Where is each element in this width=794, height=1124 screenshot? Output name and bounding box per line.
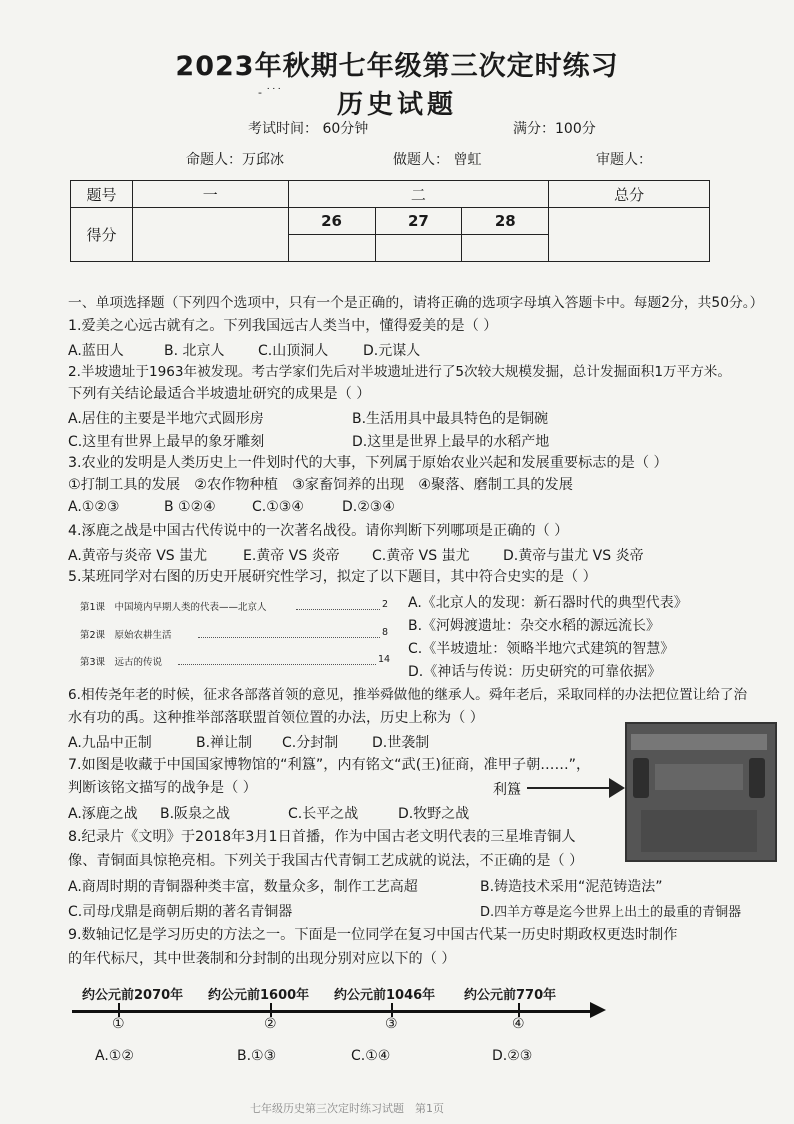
- q9-stem-line1: 9.数轴记忆是学习历史的方法之一。下面是一位同学在复习中国古代某一历史时期政权更迭时制作: [68, 927, 678, 943]
- timeline-tick-1: [118, 1003, 120, 1017]
- q4-option-d[interactable]: D.黄帝与蚩尤 VS 炎帝: [503, 548, 644, 564]
- score-cell-part1[interactable]: [132, 208, 288, 262]
- q8-option-c[interactable]: C.司母戊鼎是商朝后期的著名青铜器: [68, 904, 293, 920]
- q8-option-b[interactable]: B.铸造技术采用“泥范铸造法”: [480, 879, 663, 895]
- q1-option-c[interactable]: C.山顶洞人: [258, 343, 329, 359]
- vessel-handle-left: [633, 758, 649, 798]
- scan-mark: - ˙˙˙: [258, 86, 282, 99]
- q8-option-d[interactable]: D.四羊方尊是迄今世界上出土的最重的青铜器: [480, 905, 742, 920]
- li-gui-arrow: [527, 787, 611, 789]
- q7-option-c[interactable]: C.长平之战: [288, 806, 359, 822]
- timeline-label-2: 约公元前1600年: [208, 988, 310, 1003]
- header-cell-part1: 一: [132, 181, 288, 208]
- q6-option-c[interactable]: C.分封制: [282, 735, 339, 751]
- vessel-handle-right: [749, 758, 765, 798]
- timeline-axis: [72, 1010, 592, 1013]
- q2-stem-line2: 下列有关结论最适合半坡遗址研究的成果是（ ）: [68, 386, 371, 402]
- score-cell-total[interactable]: [549, 208, 710, 262]
- q5-stem: 5.某班同学对右图的历史开展研究性学习，拟定了以下题目，其中符合史实的是（ ）: [68, 569, 597, 585]
- toc-leader-1: [296, 609, 380, 610]
- q6-option-b[interactable]: B.禅让制: [196, 735, 253, 751]
- q7-option-a[interactable]: A.涿鹿之战: [68, 806, 138, 822]
- q8-option-a[interactable]: A.商周时期的青铜器种类丰富，数量众多，制作工艺高超: [68, 879, 418, 895]
- q1-stem: 1.爱美之心远古就有之。下列我国远古人类当中，懂得爱美的是（ ）: [68, 318, 498, 334]
- subject-title: 历史试题: [336, 90, 457, 120]
- q6-option-d[interactable]: D.世袭制: [372, 735, 430, 751]
- q5-option-c[interactable]: C.《半坡遗址：领略半地穴式建筑的智慧》: [408, 641, 675, 657]
- header-cell-part2: 二: [288, 181, 549, 208]
- timeline-arrow-head: [590, 1002, 606, 1018]
- vessel-body-pattern: [655, 764, 743, 790]
- timeline-mark-4: ④: [512, 1016, 525, 1032]
- q6-stem-line2: 水有功的禹。这种推举部落联盟首领位置的办法，历史上称为（ ）: [68, 710, 484, 726]
- q4-option-b[interactable]: E.黄帝 VS 炎帝: [243, 548, 340, 564]
- q2-option-a[interactable]: A.居住的主要是半地穴式圆形房: [68, 411, 264, 427]
- q2-option-c[interactable]: C.这里有世界上最早的象牙雕刻: [68, 434, 265, 450]
- timeline-label-4: 约公元前770年: [464, 988, 557, 1003]
- toc-page-2: 8: [382, 627, 389, 638]
- q4-option-c[interactable]: C.黄帝 VS 蚩尤: [372, 548, 470, 564]
- solver: 做题人： 曾虹: [393, 152, 482, 168]
- sub-header-27: 27: [375, 208, 462, 235]
- toc-page-3: 14: [378, 654, 391, 665]
- q7-stem-line2: 判断该铭文描写的战争是（ ）: [68, 780, 257, 796]
- sub-header-26: 26: [288, 208, 375, 235]
- toc-leader-3: [178, 664, 376, 665]
- full-score: 满分：100分: [513, 121, 596, 137]
- score-cell-28[interactable]: [462, 235, 549, 262]
- q1-option-d[interactable]: D.元谋人: [363, 343, 421, 359]
- q2-stem-line1: 2.半坡遗址于1963年被发现。考古学家们先后对半坡遗址进行了5次较大规模发掘，总计发掘面积1万平方米。: [68, 364, 731, 380]
- timeline-tick-2: [270, 1003, 272, 1017]
- toc-leader-2: [198, 637, 380, 638]
- q3-stem-line1: 3.农业的发明是人类历史上一件划时代的大事，下列属于原始农业兴起和发展重要标志的是（ ）: [68, 455, 668, 471]
- score-cell-27[interactable]: [375, 235, 462, 262]
- q1-option-b[interactable]: B. 北京人: [164, 343, 225, 359]
- score-cell-26[interactable]: [288, 235, 375, 262]
- reviewer: 审题人：: [596, 152, 652, 168]
- q5-option-a[interactable]: A.《北京人的发现：新石器时代的典型代表》: [408, 595, 688, 611]
- timeline-label-1: 约公元前2070年: [82, 988, 184, 1003]
- score-table: [70, 180, 710, 262]
- q5-option-d[interactable]: D.《神话与传说：历史研究的可靠依据》: [408, 664, 662, 680]
- q3-option-b[interactable]: B ①②④: [164, 499, 216, 515]
- q5-option-b[interactable]: B.《河姆渡遗址：杂交水稻的源远流长》: [408, 618, 661, 634]
- q3-option-c[interactable]: C.①③④: [252, 499, 304, 515]
- header-cell-number: 题号: [71, 181, 133, 208]
- q3-option-a[interactable]: A.①②③: [68, 499, 120, 515]
- q7-option-b[interactable]: B.阪泉之战: [160, 806, 231, 822]
- q7-stem-line1: 7.如图是收藏于中国国家博物馆的“利簋”，内有铭文“武(王)征商，准甲子朝……”，: [68, 757, 591, 773]
- vessel-rim: [631, 734, 767, 750]
- q2-option-d[interactable]: D.这里是世界上最早的水稻产地: [352, 434, 550, 450]
- header-cell-total: 总分: [549, 181, 710, 208]
- toc-lesson-1: 第1课 中国境内早期人类的代表——北京人: [80, 602, 267, 613]
- sub-header-28: 28: [462, 208, 549, 235]
- exam-title: 2023年秋期七年级第三次定时练习: [175, 51, 619, 82]
- li-gui-arrow-head: [609, 778, 625, 798]
- vessel-base: [641, 810, 757, 852]
- q3-stem-line2: ①打制工具的发展 ②农作物种植 ③家畜饲养的出现 ④聚落、磨制工具的发展: [68, 477, 573, 493]
- q9-option-d[interactable]: D.②③: [492, 1048, 533, 1064]
- q4-stem: 4.涿鹿之战是中国古代传说中的一次著名战役。请你判断下列哪项是正确的（ ）: [68, 523, 569, 539]
- toc-lesson-2: 第2课 原始农耕生活: [80, 630, 172, 641]
- section-heading: 一、单项选择题（下列四个选项中，只有一个是正确的，请将正确的选项字母填入答题卡中。每题2分，共50分。）: [68, 295, 764, 311]
- q3-option-d[interactable]: D.②③④: [342, 499, 395, 515]
- score-label: 得分: [71, 208, 133, 262]
- timeline-label-3: 约公元前1046年: [334, 988, 436, 1003]
- q8-stem-line2: 像、青铜面具惊艳亮相。下列关于我国古代青铜工艺成就的说法，不正确的是（ ）: [68, 853, 584, 869]
- author: 命题人：万邱冰: [186, 152, 284, 168]
- timeline-mark-2: ②: [264, 1016, 277, 1032]
- q4-option-a[interactable]: A.黄帝与炎帝 VS 蚩尤: [68, 548, 208, 564]
- toc-page-1: 2: [382, 599, 389, 610]
- q9-option-c[interactable]: C.①④: [351, 1048, 391, 1064]
- q7-option-d[interactable]: D.牧野之战: [398, 806, 470, 822]
- q9-option-a[interactable]: A.①②: [95, 1048, 134, 1064]
- q8-stem-line1: 8.纪录片《文明》于2018年3月1日首播，作为中国古老文明代表的三星堆青铜人: [68, 829, 576, 845]
- page-footer: 七年级历史第三次定时练习试题 第1页: [250, 1102, 444, 1115]
- li-gui-bronze-vessel-image: [625, 722, 777, 862]
- li-gui-label: 利簋: [493, 782, 521, 798]
- toc-lesson-3: 第3课 远古的传说: [80, 657, 163, 668]
- q9-option-b[interactable]: B.①③: [237, 1048, 277, 1064]
- q9-stem-line2: 的年代标尺，其中世袭制和分封制的出现分别对应以下的（ ）: [68, 951, 456, 967]
- timeline-tick-4: [518, 1003, 520, 1017]
- timeline-mark-3: ③: [385, 1016, 398, 1032]
- q6-stem-line1: 6.相传尧年老的时候，征求各部落首领的意见，推举舜做他的继承人。舜年老后，采取同样的办法把位置让给了治: [68, 687, 748, 703]
- timeline-mark-1: ①: [112, 1016, 125, 1032]
- q6-option-a[interactable]: A.九品中正制: [68, 735, 152, 751]
- timeline-tick-3: [391, 1003, 393, 1017]
- q1-option-a[interactable]: A.蓝田人: [68, 343, 124, 359]
- q2-option-b[interactable]: B.生活用具中最具特色的是铜碗: [352, 411, 549, 427]
- exam-time: 考试时间： 60分钟: [248, 121, 369, 137]
